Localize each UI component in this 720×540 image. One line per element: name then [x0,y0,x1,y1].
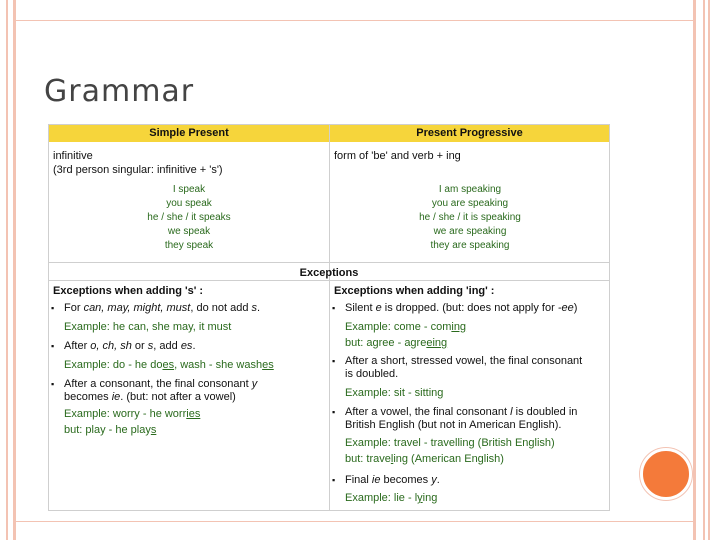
text-italic: -ee [557,302,574,314]
text-underlined: l [390,453,394,465]
text-italic: s [251,302,258,314]
text: Final [345,474,372,486]
text: becomes [64,391,112,403]
text: , do not add [190,302,252,314]
simple-present-rule-line1: infinitive [53,150,93,162]
exception-ing-example-3 [345,437,555,466]
simple-present-rule [53,149,223,177]
slide-border-left-inner [13,0,16,540]
conj-item: they speak [164,240,214,251]
present-progressive-rule: form of 'be' and verb + ing [334,150,461,162]
text: ) [573,302,578,314]
text-underlined: y [417,492,423,504]
line: Example: travel - travelling (British English) [345,437,555,449]
line: is doubled. [345,368,399,380]
text-italic: l [510,406,513,418]
exception-ing-example-4 [345,492,437,505]
exception-ing-item-3 [345,406,577,432]
exception-ing-item-2 [345,355,582,381]
line [345,453,555,466]
exception-ing-item-4 [345,474,440,487]
conj-item: we speak [167,226,211,237]
text: After a consonant, the final consonant [64,378,252,390]
grammar-table [48,124,610,511]
text: Silent [345,302,376,314]
text: but: trave [345,453,391,465]
slide-border-top [16,20,693,21]
text: is dropped. (but: does not apply for [381,302,558,314]
text: becomes [380,474,432,486]
exception-s-example-3 [64,408,200,437]
text: . (but: not after a vowel) [120,391,236,403]
exception-ing-example-2: Example: sit - sitting [345,387,444,399]
slide-border-right-inner [693,0,696,540]
line: British English (but not in American English). [345,419,562,431]
text-italic: e [375,302,382,314]
slide-border-right-outer [708,0,710,540]
text: . [257,302,261,314]
text: ing [422,492,438,504]
text: ing (American English) [393,453,504,465]
text: Example: come - com [345,321,452,333]
text-underlined: ing [451,321,467,333]
text: Example: lie - l [345,492,418,504]
simple-present-rule-line2: (3rd person singular: infinitive + 's') [53,164,223,176]
header-simple-present: Simple Present [49,125,330,142]
line [345,321,466,334]
text-italic: can, may, might, must [83,302,191,314]
line [345,406,577,419]
exception-ing-item-1 [345,302,577,315]
present-progressive-examples [330,183,610,253]
line: ▪ After a short, stressed vowel, the final consonant [345,355,583,367]
line [64,391,257,404]
text: . [436,474,440,486]
text: For [64,302,84,314]
conj-item: I speak [172,184,206,195]
conj-item: you speak [166,198,212,209]
text: or [131,340,148,352]
text-italic: o, ch, sh [90,340,132,352]
line [64,378,257,391]
text: Example: do - he do [64,359,163,371]
exception-s-item-3 [64,378,257,404]
exception-s-item-2 [64,340,196,353]
line [64,424,200,437]
text: After [64,340,91,352]
decorative-orange-circle [640,448,692,500]
conj-item: we are speaking [433,226,507,237]
text: , add [153,340,181,352]
slide-border-right-middle [703,0,705,540]
text-underlined: eing [426,337,448,349]
text: is doubled in [512,406,578,418]
text-italic: y [431,474,437,486]
exceptions-title: Exceptions [299,267,359,279]
exception-s-example-2 [64,359,274,372]
exception-ing-example-1 [345,321,466,350]
text: , wash - she wash [174,359,263,371]
text-underlined: es [162,359,175,371]
text: but: play - he play [64,424,151,436]
conj-item: I am speaking [438,184,502,195]
slide-border-bottom [16,521,693,522]
exception-s-item-1 [64,302,260,315]
conj-item: you are speaking [431,198,509,209]
exceptions-s-heading: Exceptions when adding 's' : [53,285,204,297]
text: Example: worry - he worr [64,408,187,420]
line [64,408,200,421]
simple-present-examples [49,183,329,253]
conj-item: he / she / it speaks [147,212,231,223]
text-underlined: ies [186,408,201,420]
text-italic: ie [111,391,121,403]
row-divider-top [49,262,609,263]
line [345,337,466,350]
text: but: agree - agre [345,337,427,349]
text: . [192,340,196,352]
row-divider-bottom [49,280,609,281]
slide-title: Grammar [44,74,195,109]
conj-item: they are speaking [430,240,510,251]
slide-border-left-outer [6,0,8,540]
exceptions-ing-heading: Exceptions when adding 'ing' : [334,285,495,297]
text-italic: ie [371,474,381,486]
text-italic: es [180,340,193,352]
text-italic: s [147,340,154,352]
exception-s-example-1: Example: he can, she may, it must [64,321,232,333]
text: After a vowel, the final consonant [345,406,511,418]
header-present-progressive: Present Progressive [330,125,609,142]
text-underlined: s [150,424,157,436]
text-italic: y [251,378,258,390]
text-underlined: es [262,359,274,371]
conj-item: he / she / it is speaking [419,212,521,223]
